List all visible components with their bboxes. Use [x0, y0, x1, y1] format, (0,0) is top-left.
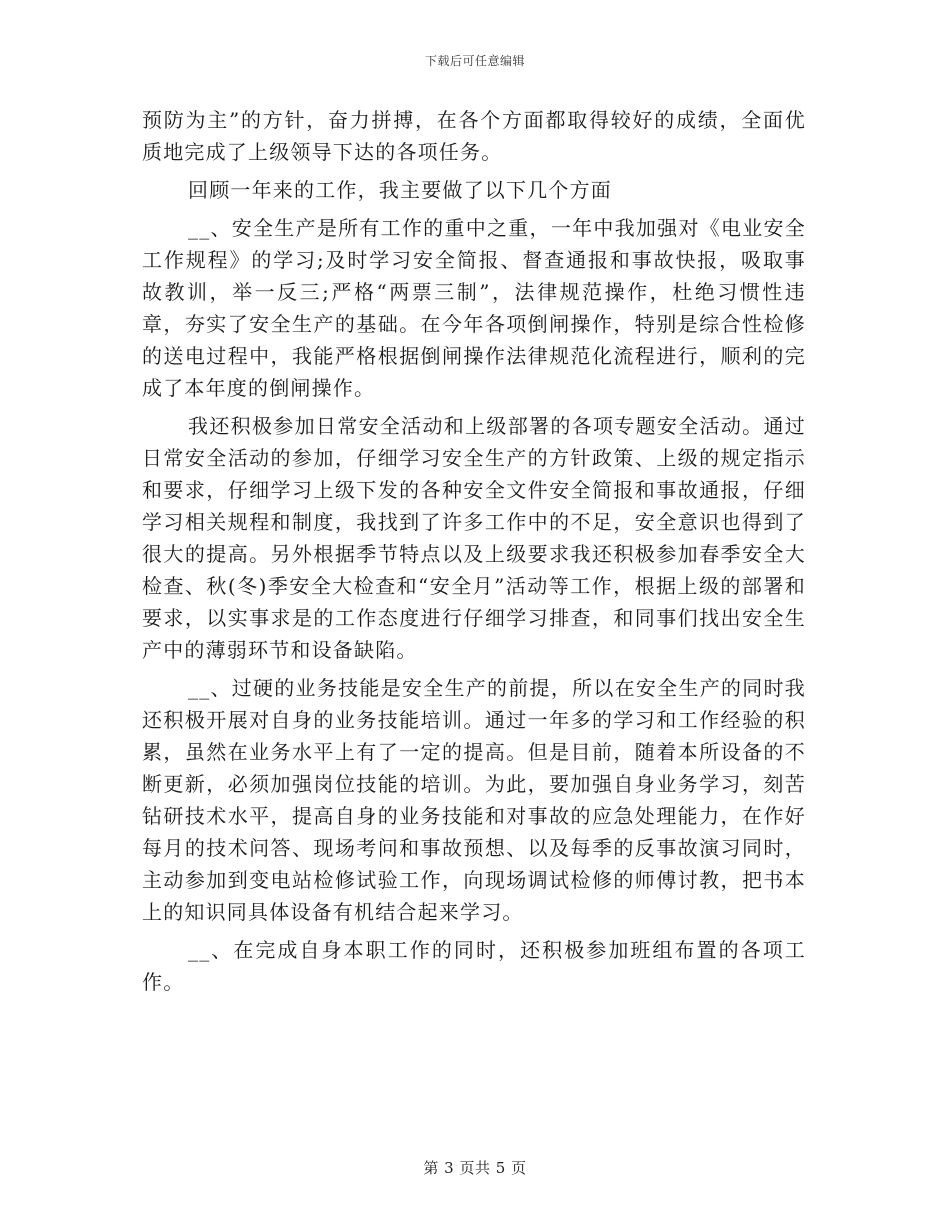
paragraph-1: 预防为主”的方针，奋力拼搏，在各个方面都取得较好的成绩，全面优质地完成了上级领导下达的各项任务。: [142, 108, 806, 164]
page-header: 下载后可任意编辑: [424, 54, 525, 68]
paragraph-2: 回顾一年来的工作，我主要做了以下几个方面: [188, 178, 612, 202]
page-footer: 第 3 页共 5 页: [423, 1159, 527, 1177]
paragraph-3: __、安全生产是所有工作的重中之重，一年中我加强对《电业安全工作规程》的学习;及时学习安全简报、督查通报和事故快报，吸取事故教训，举一反三;严格“两票三制”，法律规范操作，杜绝习惯性违章，夯实了安全生产的基础。在今年各项倒闸操作，特别是综合性检修的送电过程中，我能严格根据倒闸操作法律规范化流程进行，顺利的完成了本年度的倒闸操作。: [142, 216, 806, 400]
document-body: [142, 104, 806, 998]
paragraph-4: 我还积极参加日常安全活动和上级部署的各项专题安全活动。通过日常安全活动的参加，仔细学习安全生产的方针政策、上级的规定指示和要求，仔细学习上级下发的各种安全文件安全简报和事故通报，仔细学习相关规程和制度，我找到了许多工作中的不足，安全意识也得到了很大的提高。另外根据季节特点以及上级要求我还积极参加春季安全大检查、秋(冬)季安全大检查和“安全月”活动等工作，根据上级的部署和要求，以实事求是的工作态度进行仔细学习排查，和同事们找出安全生产中的薄弱环节和设备缺陷。: [142, 414, 806, 662]
paragraph-5: __、过硬的业务技能是安全生产的前提，所以在安全生产的同时我还积极开展对自身的业务技能培训。通过一年多的学习和工作经验的积累，虽然在业务水平上有了一定的提高。但是目前，随着本所设备的不断更新，必须加强岗位技能的培训。为此，要加强自身业务学习，刻苦钻研技术水平，提高自身的业务技能和对事故的应急处理能力，在作好每月的技术问答、现场考问和事故预想、以及每季的反事故演习同时，主动参加到变电站检修试验工作，向现场调试检修的师傅讨教，把书本上的知识同具体设备有机结合起来学习。: [142, 676, 806, 924]
paragraph-6: __、在完成自身本职工作的同时，还积极参加班组布置的各项工作。: [142, 938, 806, 994]
